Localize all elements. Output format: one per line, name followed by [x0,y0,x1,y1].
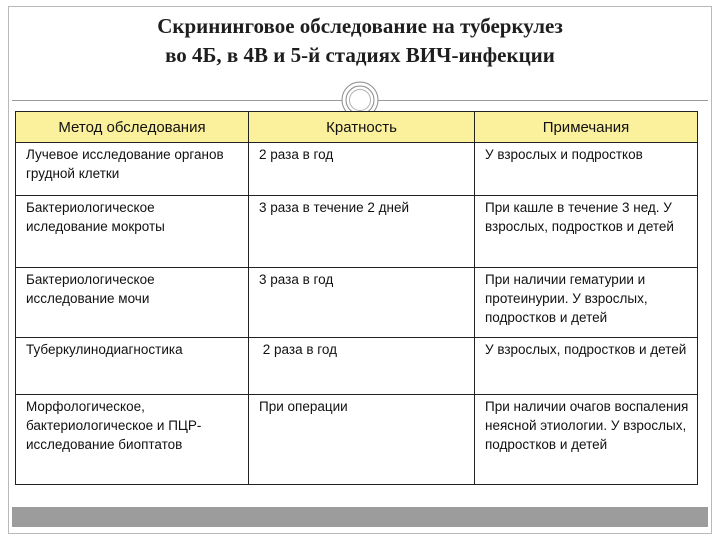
table-row [16,143,698,196]
cell-notes: При наличии очагов воспаления неясной этиологии. У взрослых, подростков и детей [475,395,698,485]
cell-frequency: 2 раза в год [249,143,475,196]
table-row [16,268,698,338]
table-row [16,338,698,395]
table-header-row [16,112,698,143]
cell-method: Лучевое исследование органов грудной клетки [16,143,249,196]
title-line-1: Скрининговое обследование на туберкулез [157,14,563,38]
cell-notes: При наличии гематурии и протеинурии. У взрослых, подростков и детей [475,268,698,338]
table-row [16,395,698,485]
bottom-band [12,507,708,527]
cell-method: Бактериологическое иследование мокроты [16,196,249,268]
cell-method: Бактериологическое исследование мочи [16,268,249,338]
title-line-2: во 4Б, в 4В и 5-й стадиях ВИЧ-инфекции [165,43,555,67]
cell-frequency: 2 раза в год [249,338,475,395]
header-frequency: Кратность [249,112,475,143]
screening-table [15,111,698,485]
cell-notes: У взрослых, подростков и детей [475,338,698,395]
cell-notes: У взрослых и подростков [475,143,698,196]
cell-method: Морфологическое, бактериологическое и ПЦР-исследование биоптатов [16,395,249,485]
cell-frequency: 3 раза в год [249,268,475,338]
slide-title [0,12,720,70]
header-method: Метод обследования [16,112,249,143]
cell-frequency: При операции [249,395,475,485]
header-notes: Примечания [475,112,698,143]
table-row [16,196,698,268]
cell-method: Туберкулинодиагностика [16,338,249,395]
cell-frequency: 3 раза в течение 2 дней [249,196,475,268]
cell-notes: При кашле в течение 3 нед. У взрослых, подростков и детей [475,196,698,268]
